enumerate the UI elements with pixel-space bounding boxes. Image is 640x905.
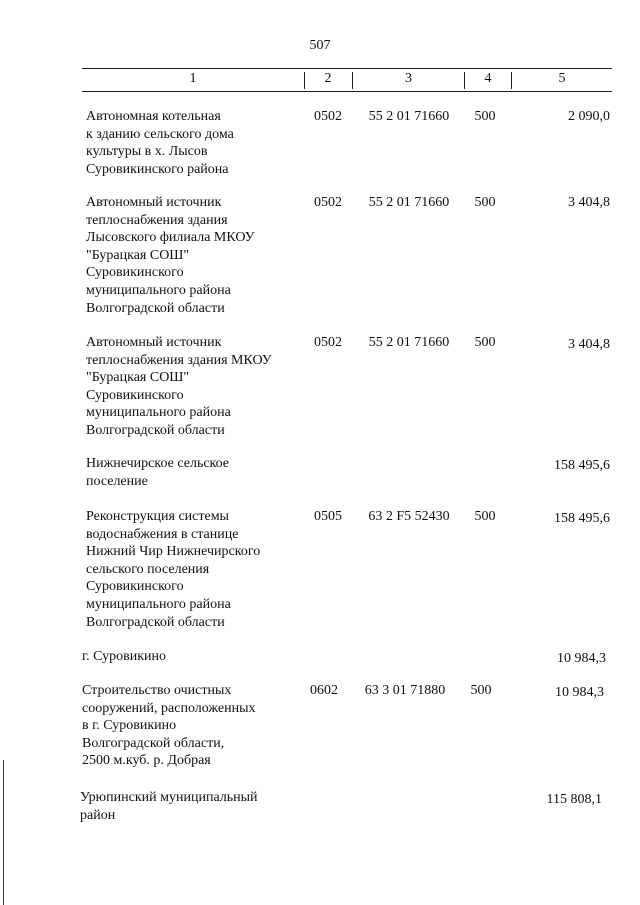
row-name: Реконструкция системы водоснабжения в станице Нижний Чир Нижнечирского сельского поселения Суровикинского муниципального района Волгоградской области bbox=[86, 509, 261, 630]
row-expense-type: 500 bbox=[474, 109, 496, 124]
row-amount: 10 984,3 bbox=[557, 651, 606, 666]
row-section-code: 0505 bbox=[314, 509, 342, 524]
header-col-2: 2 bbox=[324, 71, 332, 86]
table-header bbox=[82, 68, 612, 92]
row-amount: 158 495,6 bbox=[554, 458, 610, 473]
row-amount: 2 090,0 bbox=[568, 109, 610, 124]
row-amount: 158 495,6 bbox=[554, 511, 610, 526]
row-name: Урюпинский муниципальный район bbox=[80, 790, 258, 823]
row-section-code: 0502 bbox=[314, 195, 342, 210]
row-target-code: 55 2 01 71660 bbox=[368, 335, 450, 350]
row-target-code: 63 3 01 71880 bbox=[364, 683, 446, 698]
row-section-code: 0502 bbox=[314, 109, 342, 124]
row-target-code: 55 2 01 71660 bbox=[368, 109, 450, 124]
row-expense-type: 500 bbox=[474, 335, 496, 350]
row-expense-type: 500 bbox=[474, 195, 496, 210]
row-target-code: 55 2 01 71660 bbox=[368, 195, 450, 210]
row-section-code: 0602 bbox=[310, 683, 338, 698]
header-col-4: 4 bbox=[484, 71, 492, 86]
row-section-code: 0502 bbox=[314, 335, 342, 350]
row-name: Автономный источник теплоснабжения здания МКОУ "Бурацкая СОШ" Суровикинского муниципального района Волгоградской области bbox=[86, 335, 272, 438]
header-col-3: 3 bbox=[405, 71, 412, 86]
row-name: Автономная котельная к зданию сельского дома культуры в х. Лысов Суровикинского района bbox=[86, 109, 234, 177]
row-name: Нижнечирское сельское поселение bbox=[86, 456, 230, 489]
row-amount: 10 984,3 bbox=[555, 685, 604, 700]
header-col-5: 5 bbox=[558, 71, 566, 86]
row-amount: 3 404,8 bbox=[568, 337, 610, 352]
page-number: 507 bbox=[309, 38, 331, 53]
row-target-code: 63 2 F5 52430 bbox=[368, 509, 450, 524]
row-expense-type: 500 bbox=[474, 509, 496, 524]
row-amount: 3 404,8 bbox=[568, 195, 610, 210]
row-name: г. Суровикино bbox=[82, 649, 167, 664]
header-col-1: 1 bbox=[189, 71, 197, 86]
row-expense-type: 500 bbox=[470, 683, 492, 698]
page-left-edge-line bbox=[3, 760, 4, 905]
row-amount: 115 808,1 bbox=[546, 792, 602, 807]
row-name: Автономный источник теплоснабжения здания Лысовского филиала МКОУ "Бурацкая СОШ" Суровикинского муниципального района Волгоградской области bbox=[86, 195, 255, 316]
row-name: Строительство очистных сооружений, расположенных в г. Суровикино Волгоградской области, 2500 м.куб. р. Добрая bbox=[82, 683, 256, 769]
